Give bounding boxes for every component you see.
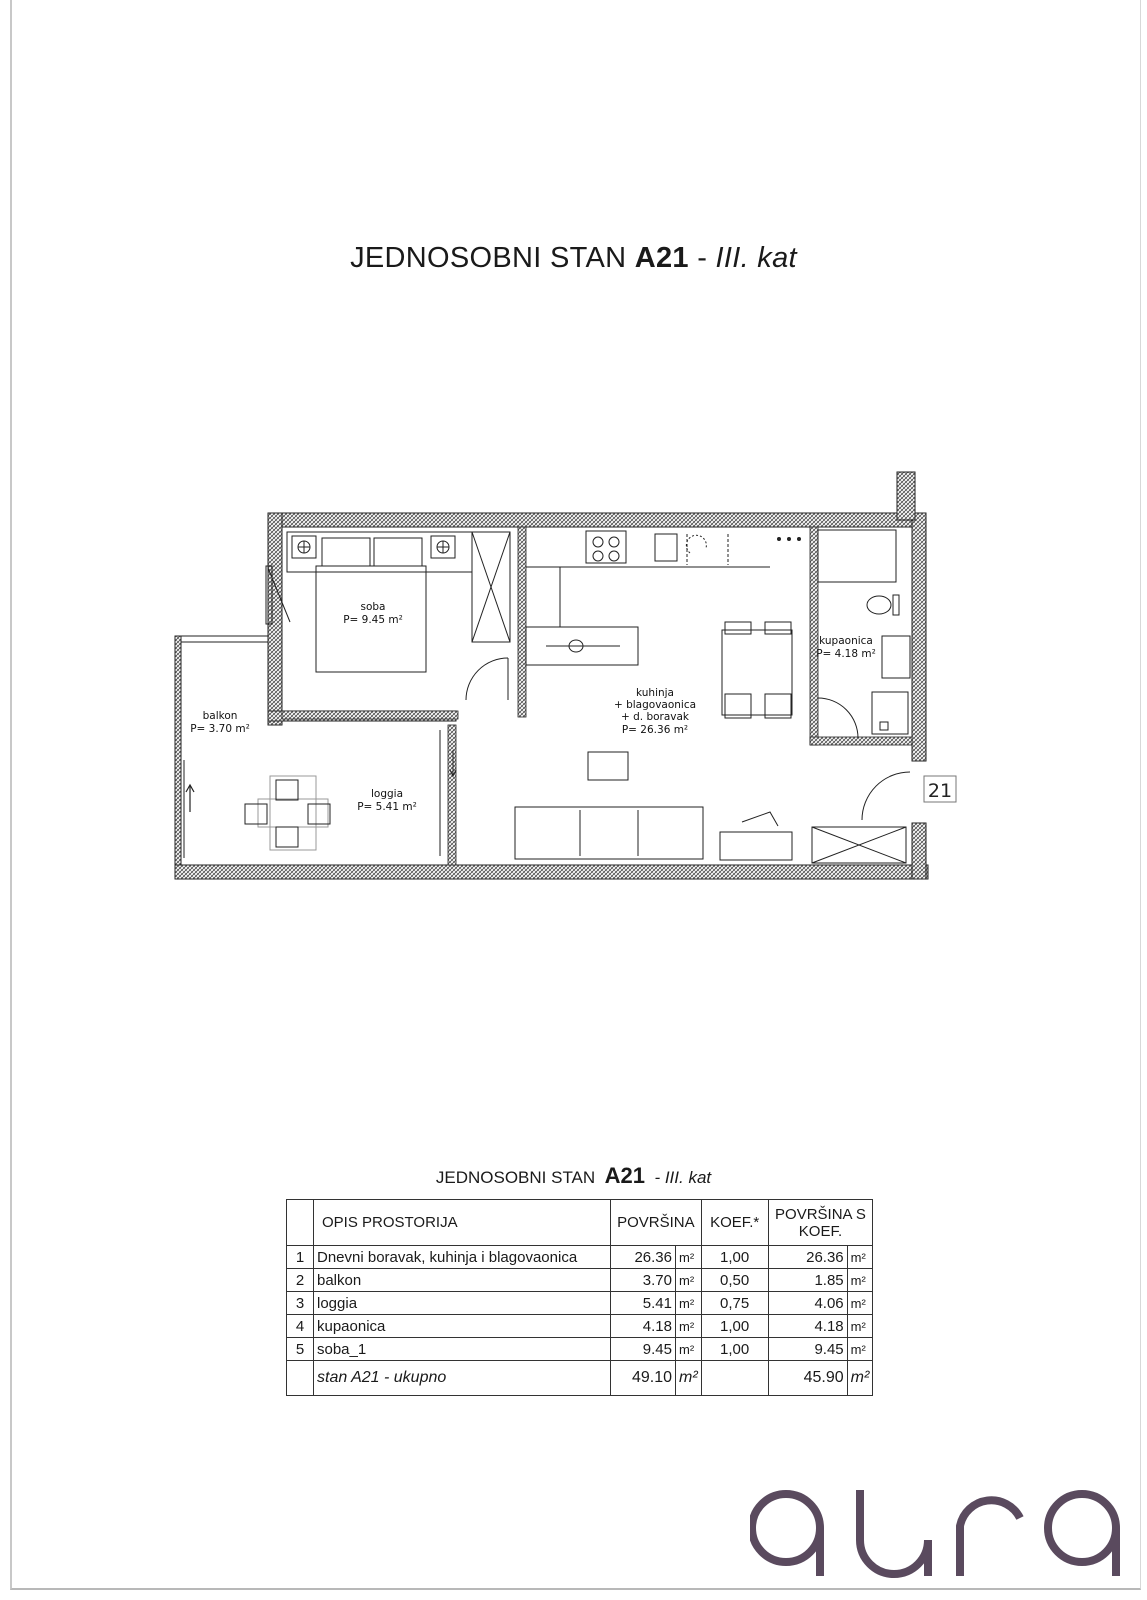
header-area-koef: POVRŠINA S KOEF. — [768, 1200, 873, 1246]
table-row: 1 Dnevni boravak, kuhinja i blagovaonica 26.36 m² 1,00 26.36 m² — [287, 1246, 873, 1269]
room-area-kuhinja: P= 26.36 m² — [621, 724, 689, 736]
caption-floor: - III. kat — [654, 1168, 712, 1187]
entrance-number: 21 — [927, 780, 953, 802]
title-unit: A21 — [634, 242, 689, 274]
aura-logo — [750, 1488, 1130, 1578]
table-total-row: stan A21 - ukupno 49.10 m² 45.90 m² — [287, 1361, 873, 1396]
header-area: POVRŠINA — [611, 1200, 702, 1246]
room-area-kupaonica: P= 4.18 m² — [816, 648, 876, 660]
arrow-icon — [186, 785, 194, 812]
room-label-loggia: loggia — [370, 788, 404, 800]
caption-prefix: JEDNOSOBNI STAN — [435, 1168, 596, 1187]
table-header-row — [287, 1200, 873, 1246]
room-area-balkon: P= 3.70 m² — [190, 723, 250, 735]
room-label-kuhinja: kuhinja — [636, 687, 674, 699]
loggia-furniture — [245, 730, 456, 856]
room-label-boravak: + d. boravak — [620, 711, 690, 723]
table-row: 5 soba_1 9.45 m² 1,00 9.45 m² — [287, 1338, 873, 1361]
title-floor: III. kat — [715, 242, 797, 274]
title-prefix: JEDNOSOBNI STAN — [350, 242, 635, 274]
room-label-balkon: balkon — [202, 710, 238, 722]
header-desc: OPIS PROSTORIJA — [314, 1200, 611, 1246]
table-row: 3 loggia 5.41 m² 0,75 4.06 m² — [287, 1292, 873, 1315]
bathroom-fixtures — [818, 530, 910, 738]
kitchen-furniture — [515, 531, 910, 863]
room-label-kupaonica: kupaonica — [819, 635, 873, 647]
area-table — [286, 1199, 873, 1396]
balcony-outline — [175, 636, 268, 865]
room-area-loggia: P= 5.41 m² — [357, 801, 417, 813]
cooktop-dots — [777, 537, 801, 541]
table-row: 2 balkon 3.70 m² 0,50 1.85 m² — [287, 1269, 873, 1292]
header-koef: KOEF.* — [701, 1200, 768, 1246]
table-caption — [0, 1163, 1147, 1189]
room-area-soba: P= 9.45 m² — [343, 614, 403, 626]
table-row: 4 kupaonica 4.18 m² 1,00 4.18 m² — [287, 1315, 873, 1338]
room-label-soba: soba — [360, 601, 386, 613]
room-label-blagovaonica: + blagovaonica — [613, 699, 697, 711]
caption-unit: A21 — [604, 1163, 645, 1188]
title-dash: - — [688, 242, 716, 274]
